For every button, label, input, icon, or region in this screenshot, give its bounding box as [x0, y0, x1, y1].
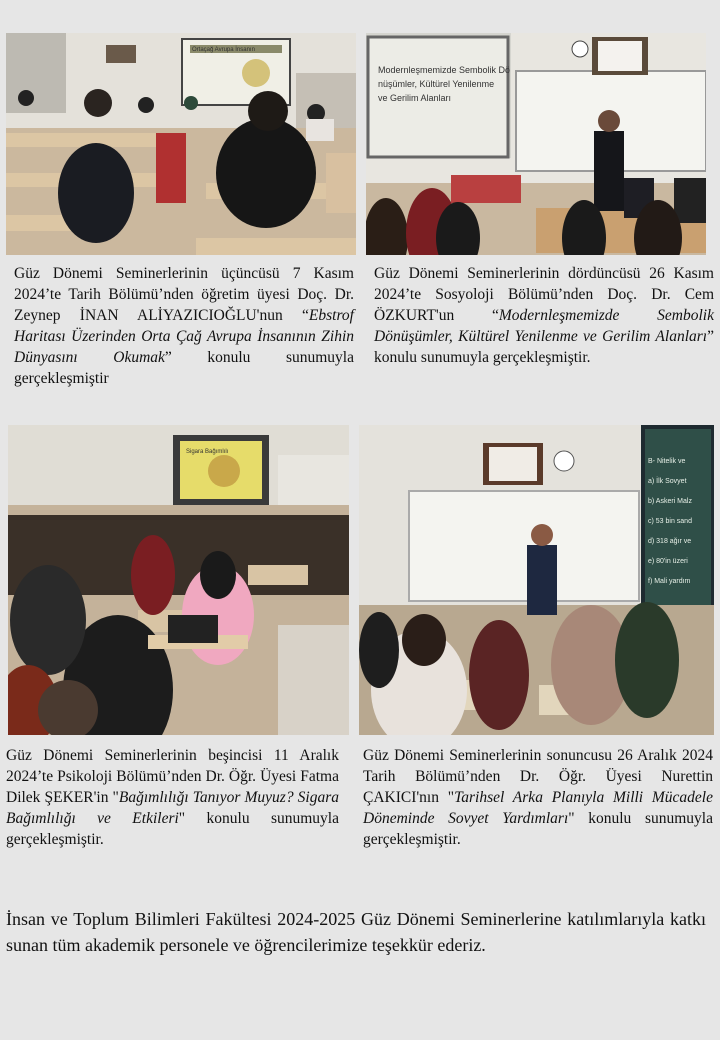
seminar-photo-1: [6, 33, 356, 255]
slide-title: Modernleşmemizde Sembolik Dö: [378, 65, 511, 75]
slide-title: nüşümler, Kültürel Yenilenme: [378, 79, 495, 89]
seminar-title: Bağımlılığı Tanıyor Muyuz? Sigara Bağımlılığı ve Etkileri: [6, 789, 339, 827]
caption-text: ” konulu sunumuyla gerçekleşmiştir.: [374, 328, 714, 366]
caption-seminar-5: [6, 745, 339, 850]
seminar-title: Tarihsel Arka Planıyla Milli Mücadele Döneminde Sovyet Yardımları: [363, 789, 713, 827]
caption-text: Güz Dönemi Seminerlerinin beşincisi 11 Aralık 2024’te Psikoloji Bölümü’nden Dr. Öğr. Üyesi Fatma Dilek ŞEKER'in ": [6, 747, 339, 806]
slide-bullet: d) 318 ağır ve: [648, 538, 692, 545]
slide-bullet: B- Nitelik ve: [648, 458, 686, 465]
caption-text: " konulu sunumuyla gerçekleşmiştir.: [363, 810, 713, 848]
slide-title: Sigara Bağımlılı: [186, 449, 229, 455]
slide-bullet: a) İlk Sovyet: [648, 478, 687, 485]
caption-text: Güz Dönemi Seminerlerinin üçüncüsü 7 Kasım 2024’te Tarih Bölümü’nden öğretim üyesi Doç. Dr. Zeynep İNAN ALİYAZICIOĞLU'nun “: [14, 265, 354, 324]
slide-bullet: b) Askeri Malz: [648, 498, 692, 505]
seminar-photo-2: [366, 33, 706, 255]
thank-you-note: İnsan ve Toplum Bilimleri Fakültesi 2024-2025 Güz Dönemi Seminerlerine katılımlarıyla katkı sunan tüm akademik personele ve öğrencilerimize teşekkür ederiz.: [6, 909, 706, 955]
seminar-title: Modernleşmemizde Sembolik Dönüşümler, Kültürel Yenilenme ve Gerilim Alanları: [374, 307, 714, 345]
caption-seminar-6: [363, 745, 713, 850]
caption-text: " konulu sunumuyla gerçekleşmiştir.: [6, 810, 339, 848]
seminar-title: Ebstrof Haritası Üzerinden Orta Çağ Avrupa İnsanının Zihin Dünyasını Okumak: [14, 307, 354, 366]
caption-text: Güz Dönemi Seminerlerinin dördüncüsü 26 Kasım 2024’te Sosyoloji Bölümü’nden Doç. Dr. Cem ÖZKURT'un “: [374, 265, 714, 324]
seminar-photo-4: [359, 425, 714, 735]
slide-title: Ortaçağ Avrupa İnsanın: [192, 47, 255, 53]
seminar-photo-3: [8, 425, 349, 735]
caption-seminar-3: [14, 263, 354, 389]
slide-bullet: c) 53 bin sand: [648, 518, 692, 525]
slide-bullet: e) 80'in üzeri: [648, 558, 688, 565]
caption-seminar-4: [374, 263, 714, 368]
caption-text: ” konulu sunumuyla gerçekleşmiştir: [14, 349, 354, 387]
caption-text: Güz Dönemi Seminerlerinin sonuncusu 26 Aralık 2024 Tarih Bölümü’nden Dr. Öğr. Üyesi Nurettin ÇAKICI'nın ": [363, 747, 713, 806]
slide-title: ve Gerilim Alanları: [378, 93, 452, 103]
slide-bullet: f) Mali yardım: [648, 578, 691, 585]
